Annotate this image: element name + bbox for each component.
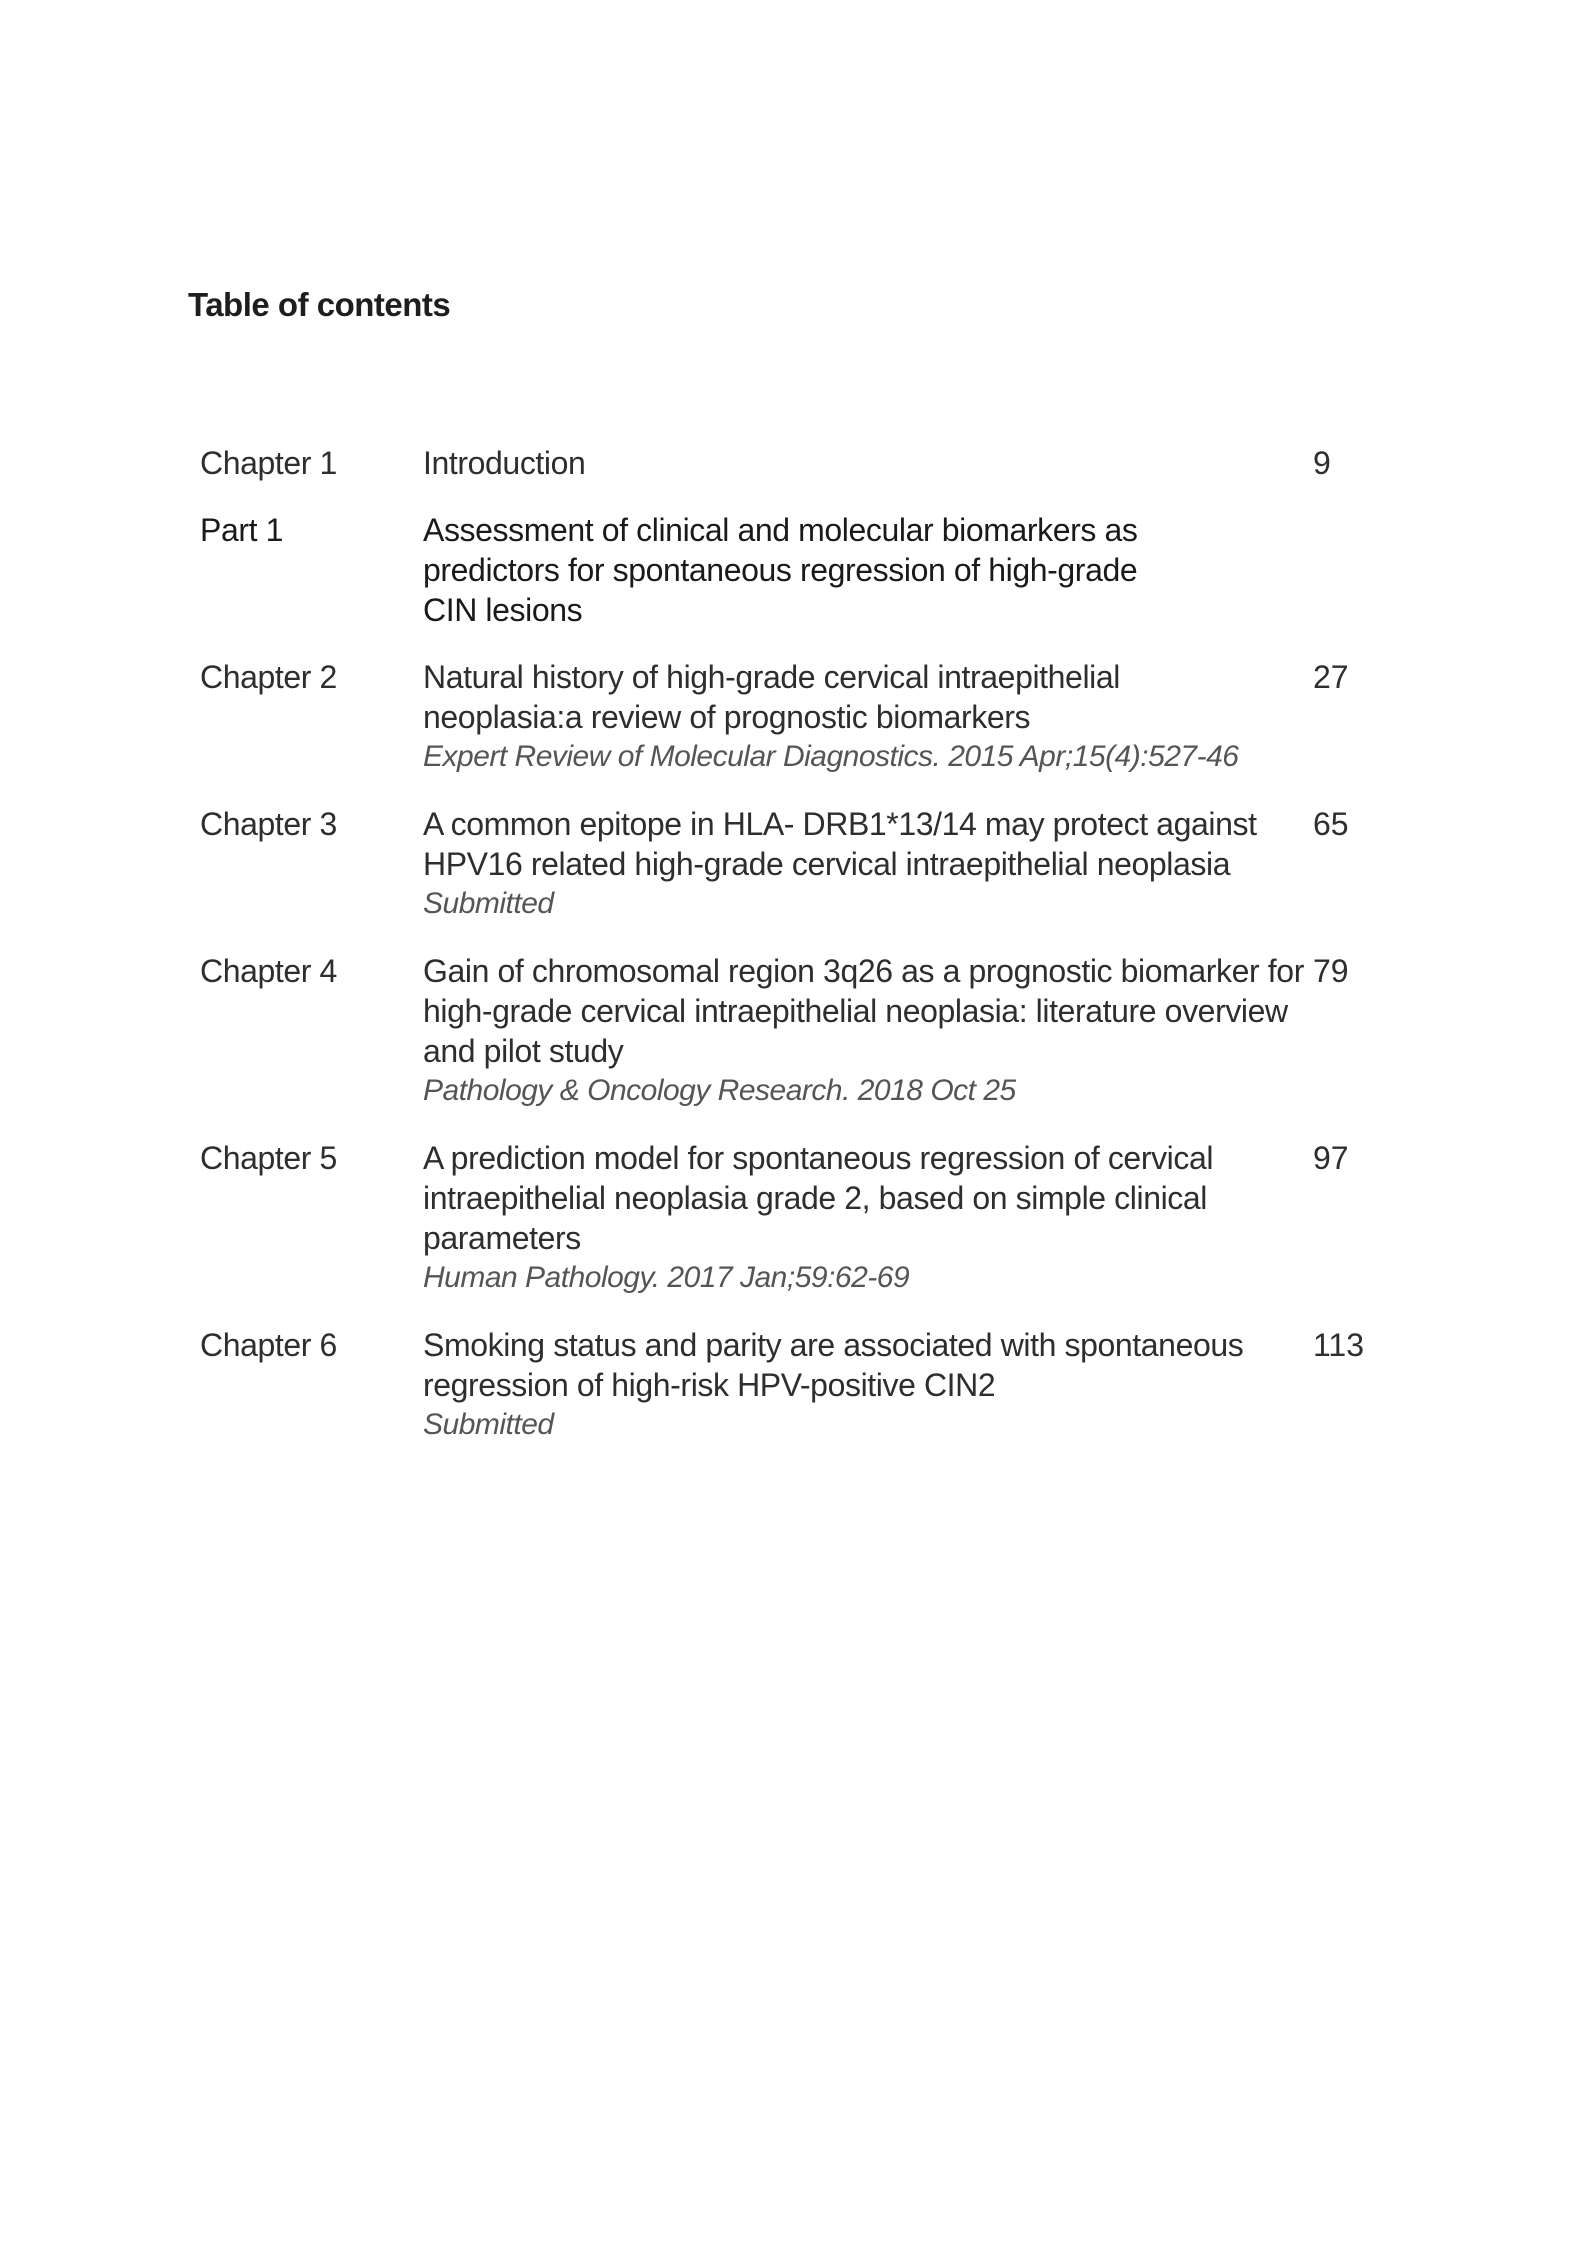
toc-list [200, 443, 1400, 1472]
toc-entry-body [423, 951, 1313, 1111]
toc-entry-page-number: 65 [1313, 806, 1349, 842]
toc-entry-label: Chapter 3 [200, 806, 337, 842]
toc-entry-label: Part 1 [200, 512, 283, 548]
toc-entry-page-number: 79 [1313, 953, 1349, 989]
toc-entry-citation: Submitted [423, 887, 554, 920]
toc-entry-citation: Submitted [423, 1408, 554, 1441]
toc-entry-label: Chapter 1 [200, 445, 337, 481]
toc-entry-page-number: 113 [1313, 1327, 1365, 1363]
toc-entry-label: Chapter 6 [200, 1327, 337, 1363]
toc-entry-title: Gain of chromosomal region 3q26 as a prognostic biomarker for high-grade cervical intraepithelial neoplasia: literature overview and pilot study [423, 953, 1304, 1069]
toc-entry-title: A prediction model for spontaneous regression of cervical intraepithelial neoplasia grade 2, based on simple clinical parameters [423, 1140, 1214, 1256]
toc-entry-body [423, 443, 1313, 483]
toc-entry-citation: Human Pathology. 2017 Jan;59:62-69 [423, 1261, 910, 1294]
toc-entry-body [423, 510, 1183, 630]
toc-entry-citation: Expert Review of Molecular Diagnostics. 2015 Apr;15(4):527-46 [423, 740, 1239, 773]
toc-entry-title: A common epitope in HLA- DRB1*13/14 may protect against HPV16 related high-grade cervical intraepithelial neoplasia [423, 806, 1257, 882]
toc-entry-body [423, 1325, 1313, 1445]
toc-entry-label: Chapter 2 [200, 659, 337, 695]
toc-entry-title: Natural history of high-grade cervical intraepithelial neoplasia:a review of prognostic biomarkers [423, 659, 1120, 735]
toc-entry-label: Chapter 4 [200, 953, 337, 989]
toc-entry-body [423, 804, 1313, 924]
page-title: Table of contents [188, 286, 451, 323]
toc-entry-title: Assessment of clinical and molecular biomarkers as predictors for spontaneous regression of high-grade CIN lesions [423, 512, 1138, 628]
toc-entry-body [423, 1138, 1313, 1298]
toc-entry-body [423, 657, 1313, 777]
toc-entry-page-number: 9 [1313, 445, 1331, 481]
toc-entry-citation: Pathology & Oncology Research. 2018 Oct 25 [423, 1074, 1016, 1107]
toc-entry-page-number: 97 [1313, 1140, 1349, 1176]
toc-entry-chapter-2 [200, 657, 1400, 777]
toc-entry-part-1 [200, 510, 1400, 630]
toc-entry-chapter-5 [200, 1138, 1400, 1298]
toc-entry-chapter-3 [200, 804, 1400, 924]
toc-entry-chapter-6 [200, 1325, 1400, 1445]
toc-entry-title: Introduction [423, 445, 586, 481]
toc-entry-chapter-4 [200, 951, 1400, 1111]
toc-entry-label: Chapter 5 [200, 1140, 337, 1176]
toc-entry-chapter-1 [200, 443, 1400, 483]
toc-entry-page-number: 27 [1313, 659, 1349, 695]
toc-entry-title: Smoking status and parity are associated with spontaneous regression of high-risk HPV-positive CIN2 [423, 1327, 1244, 1403]
